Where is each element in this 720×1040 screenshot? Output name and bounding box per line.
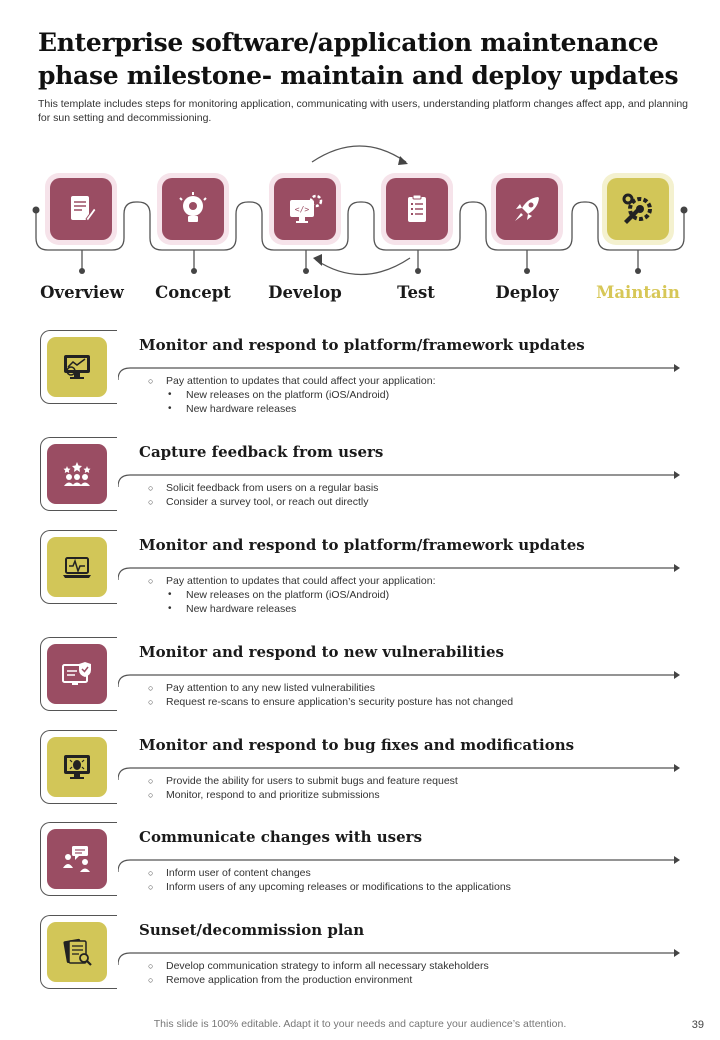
row-details <box>148 481 378 509</box>
detail-subitem: • New releases on the platform (iOS/Android) <box>148 388 436 402</box>
footer-note: This slide is 100% editable. Adapt it to your needs and capture your audience’s attention. <box>153 1018 567 1030</box>
wrench-gear-icon <box>607 178 669 240</box>
detail-item: ○ Consider a survey tool, or reach out directly <box>148 495 378 509</box>
title-line-2: phase milestone- maintain and deploy updates <box>38 61 679 90</box>
bug-monitor-icon <box>47 737 107 797</box>
step-label-concept: Concept <box>155 283 231 302</box>
detail-item: ○ Develop communication strategy to inform all necessary stakeholders <box>148 959 489 973</box>
row-title: Sunset/decommission plan <box>139 921 365 939</box>
detail-subitem: • New hardware releases <box>148 402 436 416</box>
title-line-1: Enterprise software/application maintenance <box>38 28 659 57</box>
step-label-test: Test <box>397 283 435 302</box>
detail-item: ○ Provide the ability for users to submit bugs and feature request <box>148 774 458 788</box>
detail-item: ○ Pay attention to updates that could affect your application: <box>148 374 436 388</box>
step-label-develop: Develop <box>268 283 342 302</box>
lightbulb-gear-icon <box>162 178 224 240</box>
conversation-icon <box>47 829 107 889</box>
row-details <box>148 374 436 416</box>
row-details <box>148 574 436 616</box>
detail-item: ○ Pay attention to updates that could affect your application: <box>148 574 436 588</box>
row-title: Monitor and respond to platform/framework updates <box>139 536 585 554</box>
row-title: Monitor and respond to new vulnerabilities <box>139 643 504 661</box>
checklist-icon <box>386 178 448 240</box>
detail-item: ○ Solicit feedback from users on a regular basis <box>148 481 378 495</box>
row-title: Monitor and respond to platform/framework updates <box>139 336 585 354</box>
code-monitor-icon <box>274 178 336 240</box>
page-title <box>38 26 698 92</box>
detail-item: ○ Remove application from the production environment <box>148 973 489 987</box>
rocket-icon <box>496 178 558 240</box>
laptop-pulse-icon <box>47 537 107 597</box>
page-number: 39 <box>691 1019 704 1031</box>
row-title: Communicate changes with users <box>139 828 423 846</box>
row-details <box>148 866 511 894</box>
step-label-maintain: Maintain <box>596 283 680 302</box>
detail-subitem: • New releases on the platform (iOS/Android) <box>148 588 436 602</box>
security-monitor-icon <box>47 644 107 704</box>
detail-item: ○ Monitor, respond to and prioritize submissions <box>148 788 458 802</box>
step-label-overview: Overview <box>40 283 124 302</box>
detail-subitem: • New hardware releases <box>148 602 436 616</box>
detail-item: ○ Inform user of content changes <box>148 866 511 880</box>
document-edit-icon <box>50 178 112 240</box>
detail-item: ○ Request re-scans to ensure application’s security posture has not changed <box>148 695 513 709</box>
row-details <box>148 959 489 987</box>
row-title: Monitor and respond to bug fixes and modifications <box>139 736 575 754</box>
subtitle: This template includes steps for monitoring application, communicating with users, understanding platform changes affect app, and planning for sun setting and decommissioning. <box>38 98 689 124</box>
row-details <box>148 774 458 802</box>
row-title: Capture feedback from users <box>139 443 384 461</box>
detail-item: ○ Inform users of any upcoming releases or modifications to the applications <box>148 880 511 894</box>
rating-users-icon <box>47 444 107 504</box>
step-label-deploy: Deploy <box>495 283 559 302</box>
row-details <box>148 681 513 709</box>
monitor-analytics-icon <box>47 337 107 397</box>
documents-search-icon <box>47 922 107 982</box>
svg-text:</>: </> <box>294 205 310 214</box>
detail-item: ○ Pay attention to any new listed vulnerabilities <box>148 681 513 695</box>
